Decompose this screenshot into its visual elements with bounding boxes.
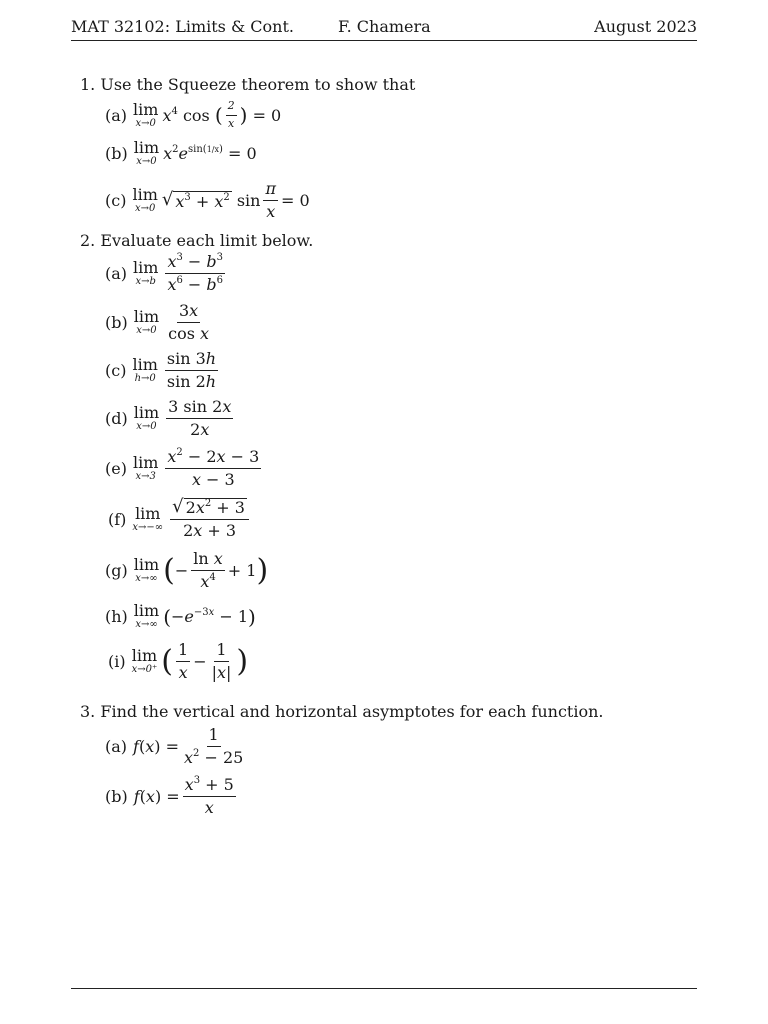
limit-operator: lim x→−∞ — [132, 503, 164, 533]
limit-operator: lim x→0 — [133, 403, 160, 433]
author-name: F. Chamera — [338, 17, 431, 36]
item-label: (d) — [105, 409, 128, 429]
question-1-prompt: 1. Use the Squeeze theorem to show that — [80, 75, 416, 94]
item-label: (b) — [105, 144, 128, 163]
fraction: $\frac{\sin 3h}{\sin 2h}$ — [166, 349, 217, 392]
square-root: √ $2x^2 + 3$ — [172, 496, 245, 517]
q3-item-a: (a) f ( x ) = $\frac{1}{x^2 - 25}$ — [105, 725, 244, 768]
fraction: $\frac{1}{x^2 - 25}$ — [183, 725, 244, 768]
item-label: (a) — [105, 737, 128, 757]
header-date: August 2023 — [594, 17, 697, 36]
item-label: (h) — [105, 607, 128, 626]
item-label: (b) — [105, 787, 128, 807]
q2-item-d — [105, 398, 236, 440]
fraction: $\frac{3x}{\text{cos x}}$ — [168, 301, 210, 344]
q1-item-b: (b) lim x→0 $x^2e^{sin(1/x)}$ = 0 — [105, 138, 257, 167]
q3-item-b: (b) f ( x ) = $\frac{x^3 + 5}{x}$ — [105, 775, 234, 818]
q2-item-h: (h) lim x→∞ ( − $e^{-3x}$ − 1 ) — [105, 601, 256, 630]
item-label: (c) — [105, 191, 127, 211]
item-label: (g) — [105, 561, 128, 581]
limit-operator: lim x→0 — [133, 99, 159, 129]
limit-operator: lim x→0 — [132, 185, 158, 215]
footer-rule — [71, 988, 697, 989]
item-label: (f) — [108, 509, 127, 529]
item-label: (c) — [105, 361, 127, 381]
question-2-prompt: 2. Evaluate each limit below. — [80, 231, 314, 250]
limit-operator: lim x→3 — [132, 453, 159, 483]
item-label: (e) — [105, 459, 127, 479]
limit-operator: lim h→0 — [132, 355, 158, 385]
fraction: $\frac{3 \sin 2x}{2x}$ — [168, 397, 232, 440]
fraction: $\frac{x^2 - 2x - 3}{x - 3}$ — [167, 447, 260, 490]
fraction: √ $2x^2 + 3$ 2x + 3 — [170, 498, 249, 541]
fraction: $\frac{1}{|x|}$ — [211, 640, 232, 683]
page-header — [71, 14, 697, 41]
q2-item-c — [105, 350, 221, 392]
q1-item-c: (c) lim x→0 √ $x^3 + x^2$ sin $\frac{\pi}{x}$ = 0 — [105, 179, 310, 222]
q2-item-e — [105, 448, 264, 490]
question-3-prompt: 3. Find the vertical and horizontal asymptotes for each function. — [80, 702, 604, 721]
fraction: $\frac{\pi}{x}$ — [265, 179, 276, 222]
q2-item-a — [105, 253, 228, 295]
item-label: (i) — [108, 652, 126, 672]
q2-item-f — [105, 498, 252, 541]
item-label: (a) — [105, 105, 128, 125]
limit-operator: lim x→0 — [133, 138, 160, 167]
limit-operator: lim x→b — [133, 258, 159, 288]
fraction: $\frac{x^3 - b^3}{x^6 - b^6}$ — [167, 252, 224, 295]
q1-item-a: (a) lim x→0 $x^4$ cos ( $\frac{2}{x}$ ) = 0 — [105, 99, 282, 130]
limit-operator: lim x→∞ — [133, 601, 160, 630]
fraction: $\frac{\text{ln x}}{x^4}$ — [193, 549, 223, 592]
square-root: √ $x^3 + x^2$ — [161, 188, 230, 211]
limit-operator: lim x→∞ — [133, 555, 160, 585]
fraction: $\frac{x^3 + 5}{x}$ — [184, 775, 234, 818]
course-title: MAT 32102: Limits & Cont. — [71, 17, 294, 36]
item-label: (a) — [105, 264, 128, 284]
q2-item-i: (i) lim x→0⁺ ( $\frac{1}{x}$ − $\frac{1}{|x|}$ ) — [108, 640, 249, 683]
limit-operator: lim x→0⁺ — [131, 646, 158, 676]
fraction: $\frac{2}{x}$ — [227, 99, 235, 130]
fraction: $\frac{1}{x}$ — [178, 640, 189, 683]
q2-item-b — [105, 302, 214, 344]
limit-operator: lim x→0 — [133, 307, 160, 337]
q2-item-g: (g) lim x→∞ ( − $\frac{\text{ln x}}{x^4}$ + 1 ) — [105, 549, 269, 592]
item-label: (b) — [105, 313, 128, 333]
